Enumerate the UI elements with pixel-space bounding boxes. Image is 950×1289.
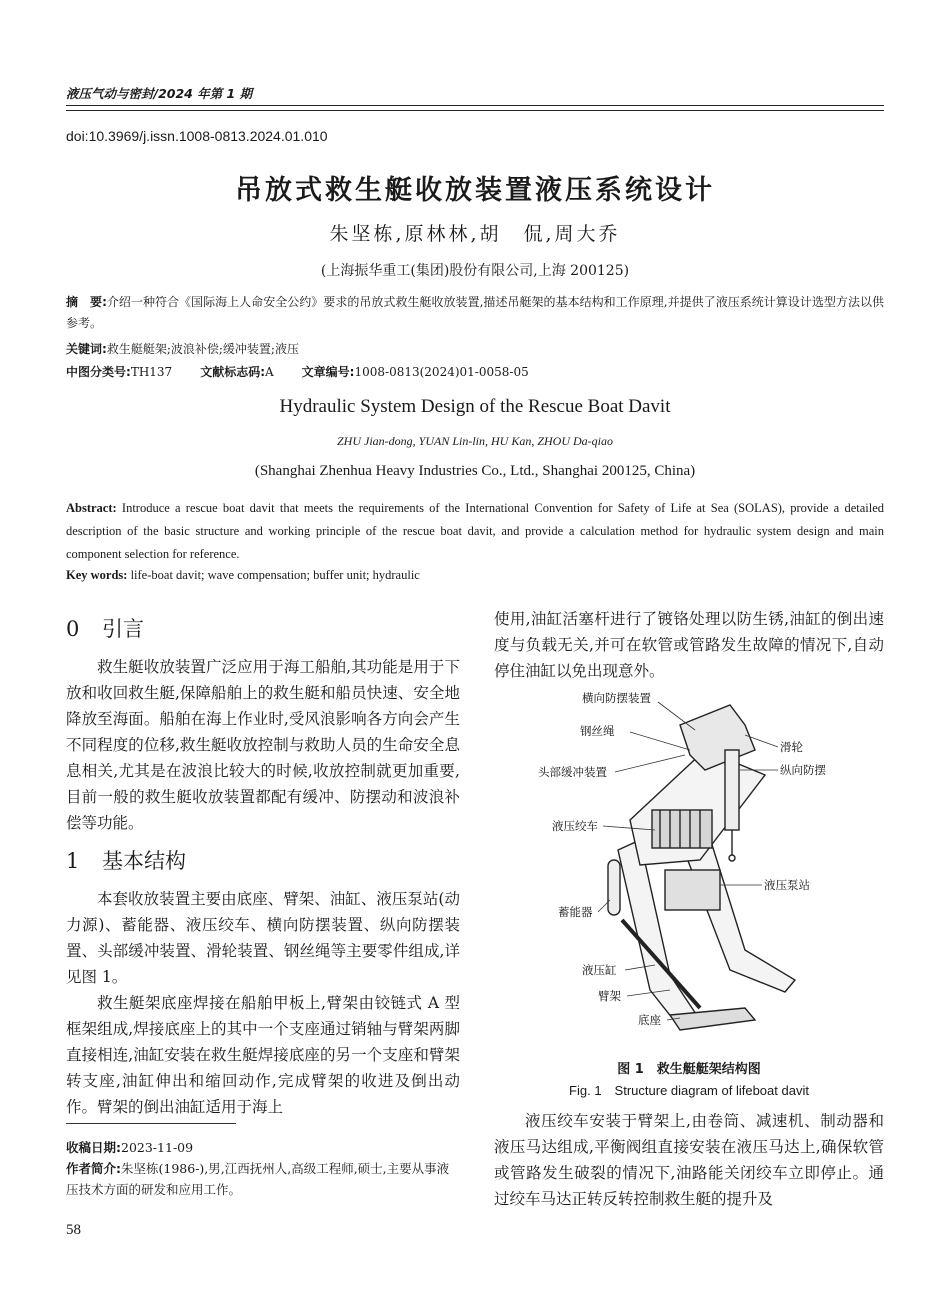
abstract-cn xyxy=(66,292,884,334)
footnote xyxy=(66,1137,460,1200)
article-affiliation: (上海振华重工(集团)股份有限公司,上海 200125) xyxy=(320,263,630,279)
english-keywords-label: Key words: xyxy=(66,568,128,582)
footnote-rule xyxy=(66,1123,236,1124)
label-longitudinal-anti-sway: 纵向防摆 xyxy=(780,763,826,777)
pump-station xyxy=(665,870,720,910)
doc-code-label: 文献标志码: xyxy=(200,365,265,379)
clc-label: 中图分类号: xyxy=(66,365,131,379)
winch-drum xyxy=(652,810,712,848)
author-bio-value: 朱坚栋(1986-),男,江西抚州人,高级工程师,硕士,主要从事液压技术方面的研发和应用工作。 xyxy=(66,1161,450,1197)
right-column-paragraph-1 xyxy=(494,606,884,684)
davit-structure-figure xyxy=(530,690,860,1040)
right-paragraph-1: 使用,油缸活塞杆进行了镀铬处理以防生锈,油缸的倒出速度与负载无关,并可在软管或管路发生故障的情况下,自动停住油缸以免出现意外。 xyxy=(494,610,884,680)
section-0-title: 引言 xyxy=(102,617,144,641)
header-rule-thin xyxy=(66,110,884,111)
label-pump-station: 液压泵站 xyxy=(764,878,810,892)
section-0-number: 0 xyxy=(66,617,80,641)
figure-caption-en: Fig. 1 Structure diagram of lifeboat davit xyxy=(569,1083,809,1098)
english-title: Hydraulic System Design of the Rescue Boat Davit xyxy=(279,396,671,417)
label-head-buffer: 头部缓冲装置 xyxy=(538,765,607,779)
label-lateral-anti-sway: 横向防摆装置 xyxy=(582,691,651,705)
english-abstract-text: Introduce a rescue boat davit that meets the requirements of the International Convention for Safety of Life at Sea (SOLAS), provide a detailed description of the basic structure and working principle of the rescue boat davit, and provide a calculation method for hydraulic system design and main component selection for reference. xyxy=(66,501,885,561)
received-value: 2023-11-09 xyxy=(121,1140,194,1155)
journal-header: 液压气动与密封/2024 年第 1 期 xyxy=(66,86,253,101)
longitudinal-unit xyxy=(725,750,739,830)
label-hydraulic-cylinder: 液压缸 xyxy=(582,963,617,977)
received-date xyxy=(66,1137,460,1158)
english-abstract xyxy=(66,497,884,566)
left-column xyxy=(66,610,460,1120)
english-abstract-label: Abstract: xyxy=(66,501,117,515)
figure-caption-cn: 图 1 救生艇艇架结构图 xyxy=(617,1062,761,1077)
section-1-number: 1 xyxy=(66,849,80,873)
label-accumulator: 蓄能器 xyxy=(558,905,593,919)
left-leg xyxy=(618,840,700,1028)
label-sheave: 滑轮 xyxy=(780,740,803,754)
english-keywords xyxy=(66,568,420,583)
abstract-cn-text: 介绍一种符合《国际海上人命安全公约》要求的吊放式救生艇收放装置,描述吊艇架的基本结构和工作原理,并提供了液压系统计算设计选型方法以供参考。 xyxy=(66,295,884,330)
label-arm: 臂架 xyxy=(598,989,621,1003)
keywords-cn-text: 救生艇艇架;波浪补偿;缓冲装置;液压 xyxy=(106,342,299,356)
section-1-paragraph-1: 本套收放装置主要由底座、臂架、油缸、液压泵站(动力源)、蓄能器、液压绞车、横向防摆装置、纵向防摆装置、头部缓冲装置、滑轮装置、钢丝绳等主要零件组成,详见图 1。 xyxy=(66,890,460,986)
section-1-paragraph-2: 救生艇架底座焊接在船舶甲板上,臂架由铰链式 A 型框架组成,焊接底座上的其中一个支座通过销轴与臂架两脚直接相连,油缸安装在救生艇焊接底座的另一个支座和臂架转支座,油缸伸出和缩回动作,完成臂架的收进及倒出动作。臂架的倒出油缸适用于海上 xyxy=(66,994,460,1116)
right-column-paragraph-2 xyxy=(494,1108,884,1212)
section-0-paragraph-1: 救生艇收放装置广泛应用于海工船舶,其功能是用于下放和收回救生艇,保障船舶上的救生艇和船员快速、安全地降放至海面。船舶在海上作业时,受风浪影响各方向会产生不同程度的位移,救生艇收放控制与救助人员的生命安全息息相关,尤其是在波浪比较大的时候,收放控制就更加重要,目前一般的救生艇收放装置都配有缓冲、防摆动和波浪补偿等功能。 xyxy=(66,658,460,832)
english-keywords-text: life-boat davit; wave compensation; buffer unit; hydraulic xyxy=(130,568,420,582)
section-0-heading xyxy=(66,616,460,642)
label-hydraulic-winch: 液压绞车 xyxy=(552,819,598,833)
article-no-label: 文章编号: xyxy=(301,365,355,379)
doc-code-value: A xyxy=(265,365,274,379)
classification-row xyxy=(66,363,529,380)
received-label: 收稿日期: xyxy=(66,1140,121,1155)
section-1-title: 基本结构 xyxy=(102,849,186,873)
article-title: 吊放式救生艇收放装置液压系统设计 xyxy=(235,175,715,206)
davit-drawing xyxy=(608,705,795,1030)
english-authors: ZHU Jian-dong, YUAN Lin-lin, HU Kan, ZHOU Da-qiao xyxy=(336,434,613,448)
keywords-cn-label: 关键词: xyxy=(66,342,107,356)
label-base: 底座 xyxy=(638,1013,661,1027)
doi[interactable]: doi:10.3969/j.issn.1008-0813.2024.01.010 xyxy=(66,128,328,144)
clc-value: TH137 xyxy=(130,365,173,379)
header-rule-thick xyxy=(66,105,884,106)
article-no-value: 1008-0813(2024)01-0058-05 xyxy=(354,365,529,379)
author-bio-label: 作者简介: xyxy=(66,1161,121,1176)
article-authors: 朱坚栋,原林林,胡 侃,周大乔 xyxy=(329,223,621,245)
label-wire-rope: 钢丝绳 xyxy=(580,724,615,738)
section-1-heading xyxy=(66,848,460,874)
abstract-cn-label: 摘 要: xyxy=(66,295,107,309)
keywords-cn xyxy=(66,340,299,357)
accumulator xyxy=(608,860,620,915)
page-number: 58 xyxy=(66,1222,81,1238)
right-paragraph-2: 液压绞车安装于臂架上,由卷筒、减速机、制动器和液压马达组成,平衡阀组直接安装在液压马达上,确保软管或管路发生破裂的情况下,油路能关闭绞车立即停止。通过绞车马达正转反转控制救生艇的提升及 xyxy=(494,1112,884,1208)
author-bio xyxy=(66,1158,460,1200)
english-affiliation: (Shanghai Zhenhua Heavy Industries Co., Ltd., Shanghai 200125, China) xyxy=(254,463,696,479)
head-unit xyxy=(680,705,755,770)
